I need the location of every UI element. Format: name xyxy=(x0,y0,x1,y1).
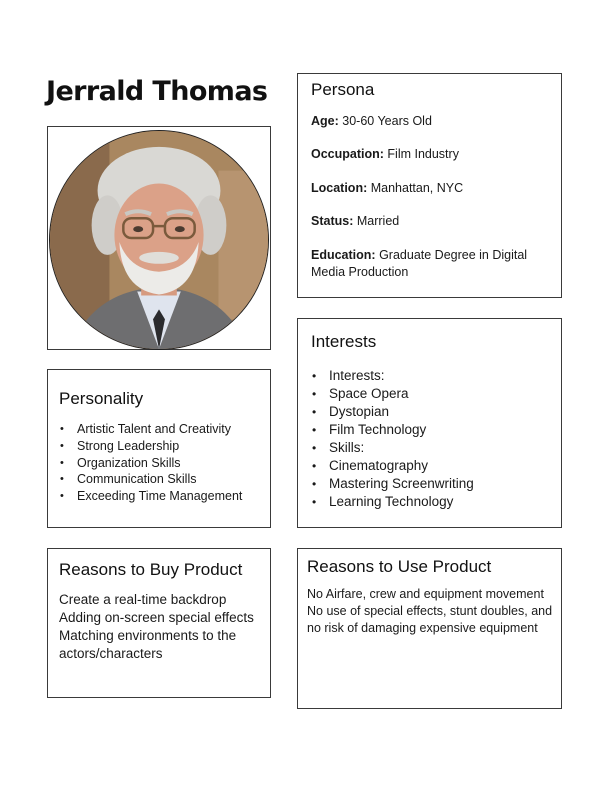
list-item: • Film Technology xyxy=(311,421,474,439)
list-item: • Learning Technology xyxy=(311,493,474,511)
occupation-value: Film Industry xyxy=(387,147,459,161)
reasons-buy-card xyxy=(47,548,271,698)
personality-list xyxy=(59,421,242,505)
list-item: • Interests: xyxy=(311,367,474,385)
occupation-label: Occupation: xyxy=(311,147,384,161)
age-label: Age: xyxy=(311,114,339,128)
education-label: Education: xyxy=(311,248,376,262)
persona-name: Jerrald Thomas xyxy=(46,76,268,107)
status-row xyxy=(311,213,551,230)
list-item: • Mastering Screenwriting xyxy=(311,475,474,493)
persona-title: Persona xyxy=(311,80,375,99)
list-item: • Strong Leadership xyxy=(59,438,242,455)
reasons-use-text xyxy=(307,586,555,637)
education-value: Graduate Degree in Digital Media Production xyxy=(311,248,528,279)
interests-card xyxy=(297,318,562,528)
reason-line: Adding on-screen special effects xyxy=(59,610,254,625)
reasons-use-title: Reasons to Use Product xyxy=(307,557,492,576)
reasons-use-card xyxy=(297,548,562,709)
persona-card xyxy=(297,73,562,298)
location-row xyxy=(311,180,551,197)
list-item: • Skills: xyxy=(311,439,474,457)
list-item: • Exceeding Time Management xyxy=(59,488,242,505)
reason-line: No Airfare, crew and equipment movement xyxy=(307,587,544,601)
interests-title: Interests xyxy=(311,332,377,351)
reason-line: No use of special effects, stunt doubles, and no risk of damaging expensive equipment xyxy=(307,604,553,635)
list-item: • Cinematography xyxy=(311,457,474,475)
status-label: Status: xyxy=(311,214,354,228)
location-value: Manhattan, NYC xyxy=(370,181,464,195)
reasons-buy-text xyxy=(59,591,269,663)
list-item: • Dystopian xyxy=(311,403,474,421)
list-item: • Artistic Talent and Creativity xyxy=(59,421,242,438)
status-value: Married xyxy=(356,214,400,228)
list-item: • Organization Skills xyxy=(59,455,242,472)
age-row xyxy=(311,113,551,130)
reason-line: Matching environments to the actors/characters xyxy=(59,628,237,661)
age-value: 30-60 Years Old xyxy=(342,114,432,128)
education-row xyxy=(311,247,551,281)
interests-list xyxy=(311,367,474,511)
personality-title: Personality xyxy=(59,389,144,408)
occupation-row xyxy=(311,146,551,163)
reason-line: Create a real-time backdrop xyxy=(59,592,227,607)
portrait-photo xyxy=(49,130,269,350)
photo-frame xyxy=(47,126,271,350)
personality-card xyxy=(47,369,271,528)
reasons-buy-title: Reasons to Buy Product xyxy=(59,560,243,579)
list-item: • Communication Skills xyxy=(59,471,242,488)
list-item: • Space Opera xyxy=(311,385,474,403)
location-label: Location: xyxy=(311,181,368,195)
